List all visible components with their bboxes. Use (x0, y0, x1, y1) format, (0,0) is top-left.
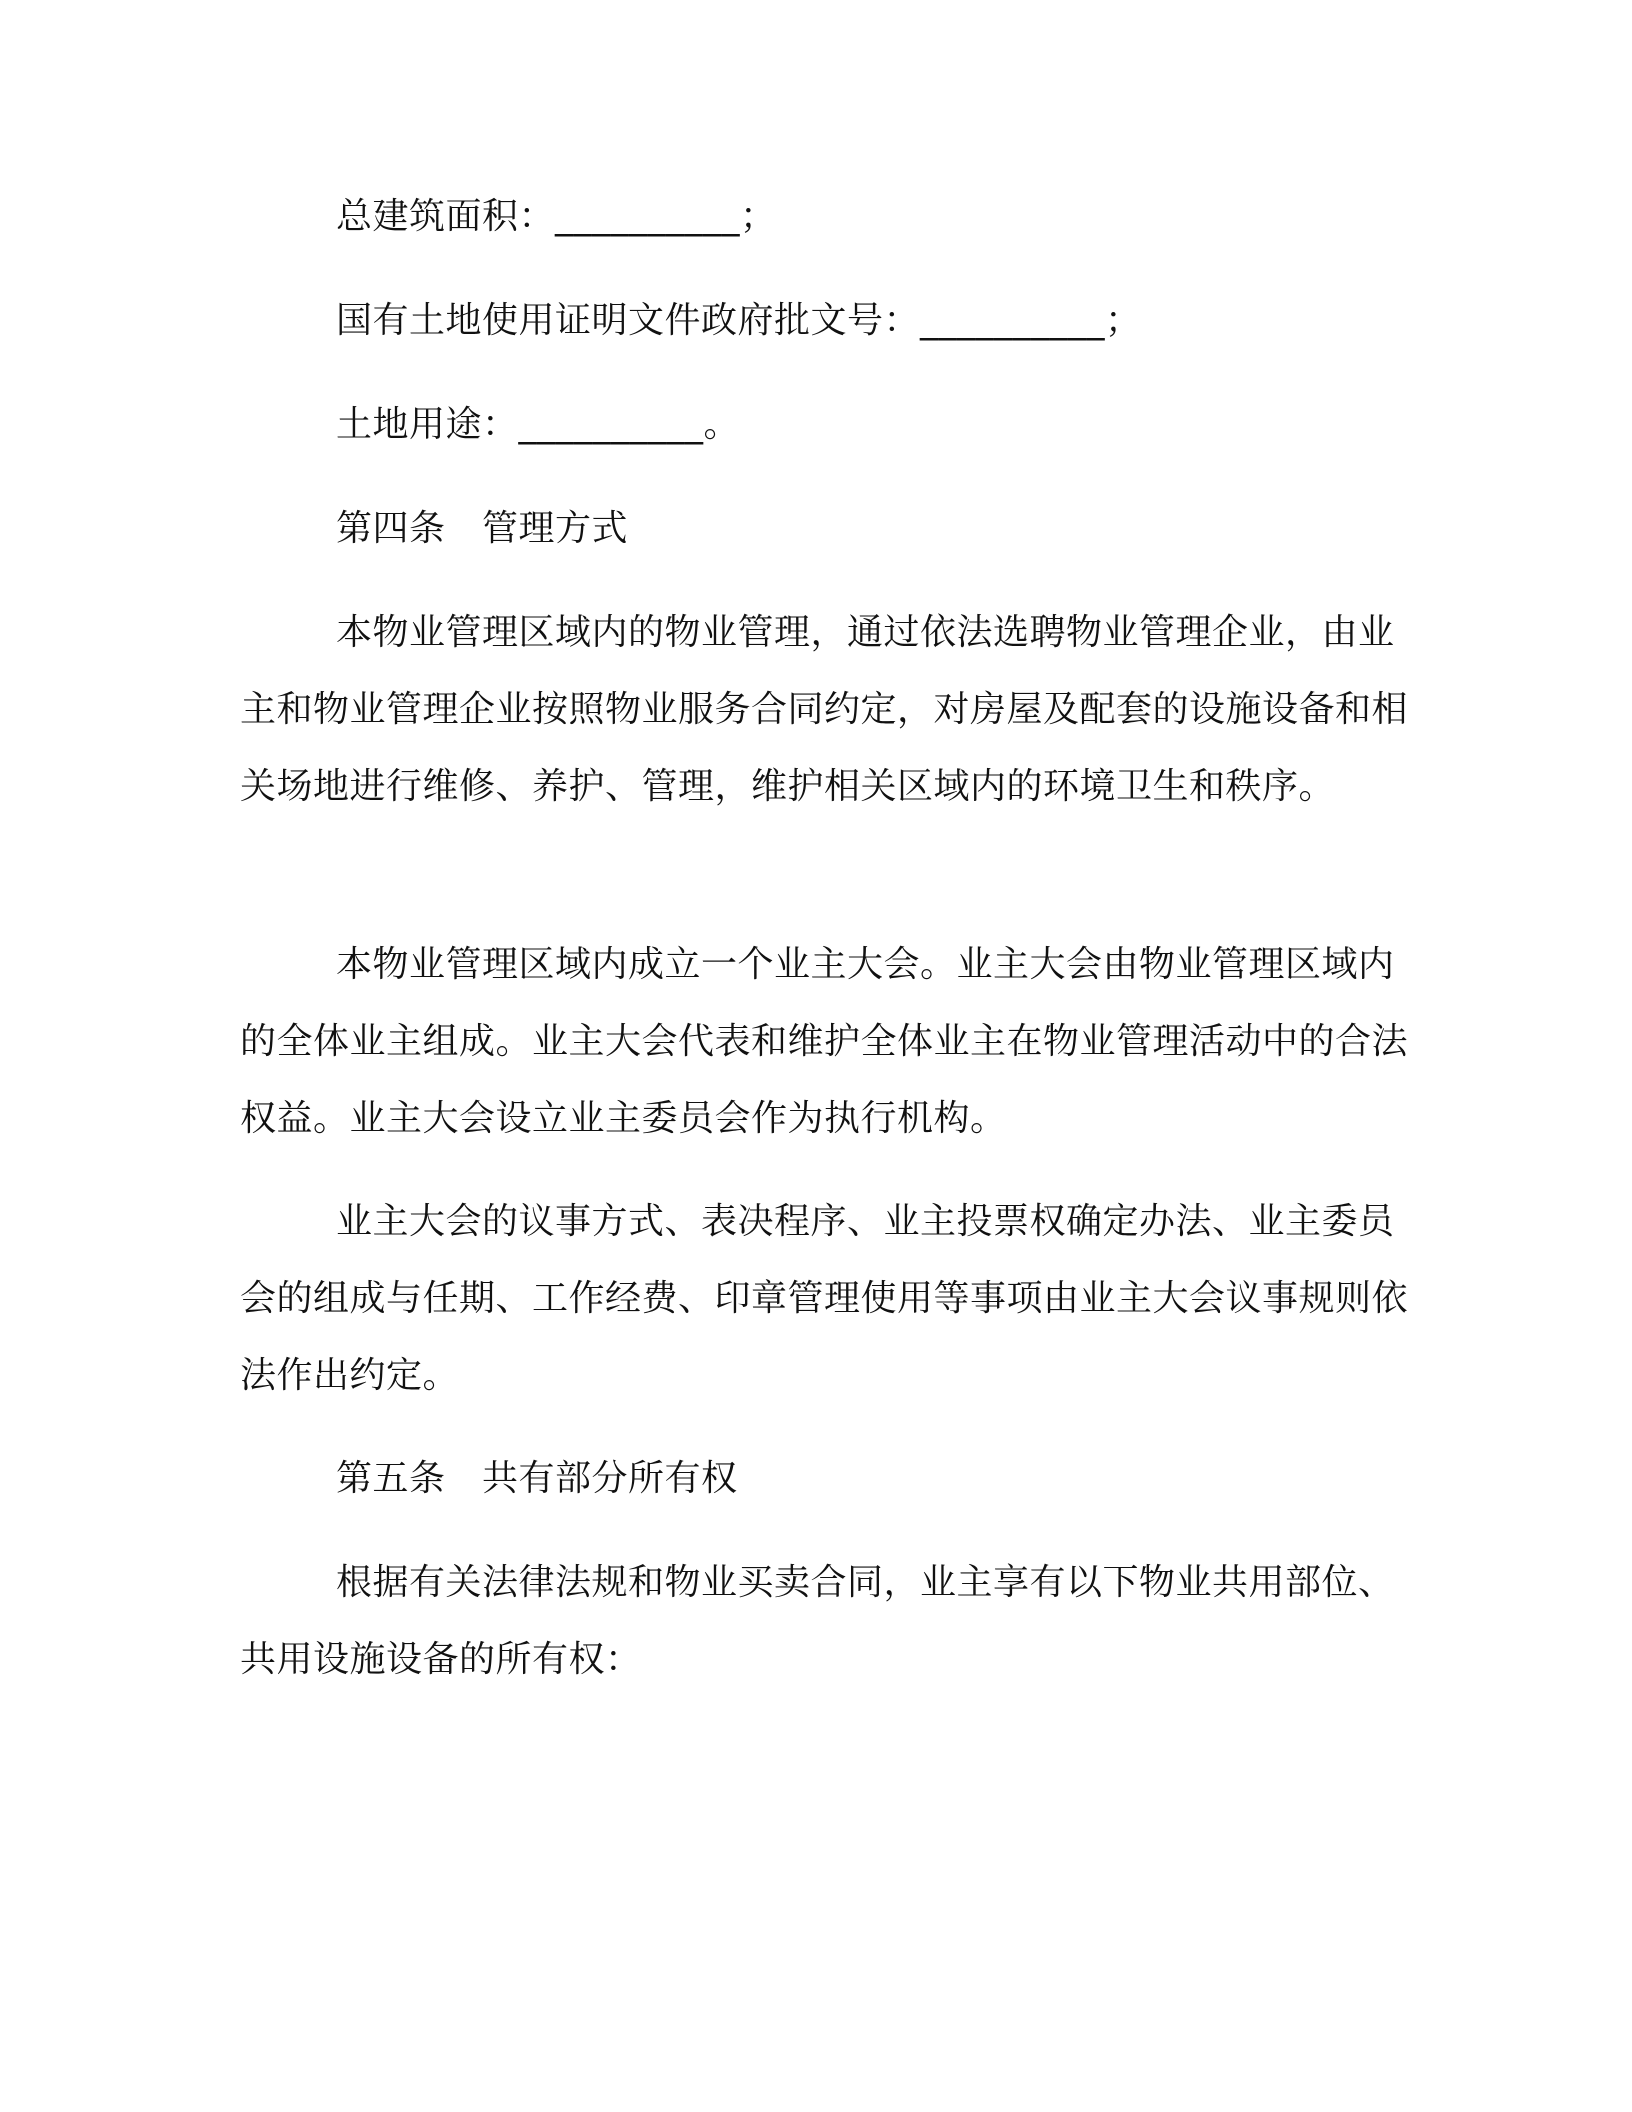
article-4-paragraph-2: 本物业管理区域内成立一个业主大会。业主大会由物业管理区域内的全体业主组成。业主大会代表和维护全体业主在物业管理活动中的合法权益。业主大会设立业主委员会作为执行机构。 (240, 944, 1409, 1139)
article-5-heading: 第五条 共有部分所有权 (336, 1458, 738, 1499)
article-5-paragraph-1: 根据有关法律法规和物业买卖合同，业主享有以下物业共用部位、共用设施设备的所有权： (240, 1562, 1395, 1680)
article-4-heading: 第四条 管理方式 (336, 508, 629, 549)
land-permit-line: 国有土地使用证明文件政府批文号：__________； (336, 300, 1142, 341)
land-use-line: 土地用途：__________。 (336, 404, 741, 445)
total-area-line: 总建筑面积：__________； (336, 196, 777, 237)
article-4-paragraph-3: 业主大会的议事方式、表决程序、业主投票权确定办法、业主委员会的组成与任期、工作经费、印章管理使用等事项由业主大会议事规则依法作出约定。 (240, 1201, 1409, 1396)
article-4-paragraph-1: 本物业管理区域内的物业管理，通过依法选聘物业管理企业，由业主和物业管理企业按照物业服务合同约定，对房屋及配套的设施设备和相关场地进行维修、养护、管理，维护相关区域内的环境卫生和秩序。 (240, 612, 1409, 807)
